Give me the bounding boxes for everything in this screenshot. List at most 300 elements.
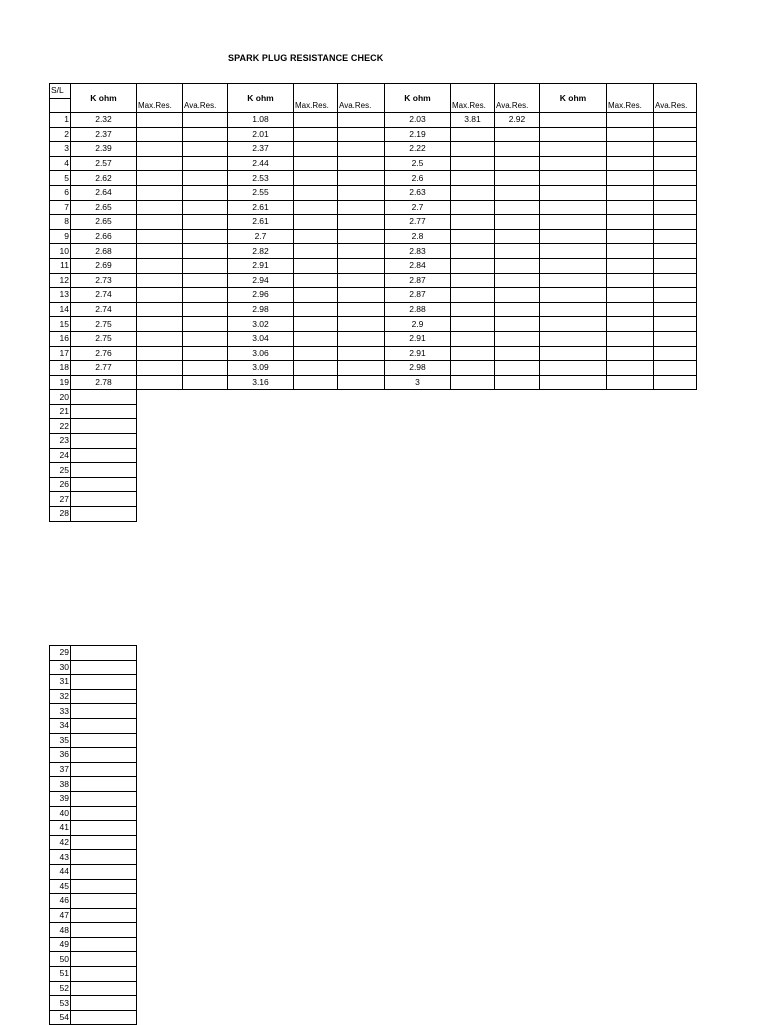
max-res-value (294, 346, 338, 361)
max-res-value (607, 215, 654, 230)
table-row (50, 762, 137, 777)
table-row (50, 894, 137, 909)
row-number: 6 (50, 185, 71, 200)
row-number: 41 (50, 821, 71, 836)
blank-cell (294, 477, 338, 492)
blank-cell (654, 419, 697, 434)
row-number: 23 (50, 434, 71, 449)
blank-cell (451, 477, 495, 492)
ava-res-value (183, 375, 228, 390)
row-number: 50 (50, 952, 71, 967)
ava-res-value (495, 215, 540, 230)
table-row (50, 821, 137, 836)
max-res-value (137, 171, 183, 186)
max-res-value (607, 229, 654, 244)
kohm-value (71, 777, 137, 792)
kohm-value: 2.68 (71, 244, 137, 259)
kohm-value: 2.55 (228, 185, 294, 200)
ava-res-value (338, 142, 385, 157)
row-number: 3 (50, 142, 71, 157)
blank-cell (451, 434, 495, 449)
blank-cell (607, 477, 654, 492)
kohm-value: 2.91 (228, 258, 294, 273)
kohm-value (71, 835, 137, 850)
ava-res-value (495, 142, 540, 157)
kohm-value (71, 492, 137, 507)
kohm-value: 2.98 (385, 361, 451, 376)
blank-cell (228, 434, 294, 449)
blank-cell (294, 434, 338, 449)
ava-res-value (183, 215, 228, 230)
kohm-value (71, 894, 137, 909)
blank-cell (228, 507, 294, 522)
blank-cell (294, 492, 338, 507)
table-row (50, 434, 697, 449)
blank-cell (294, 390, 338, 405)
kohm-value (71, 507, 137, 522)
blank-cell (137, 463, 183, 478)
kohm-value (540, 273, 607, 288)
max-res-value (294, 142, 338, 157)
kohm-value: 2.69 (71, 258, 137, 273)
max-res-value (137, 127, 183, 142)
kohm-value (71, 675, 137, 690)
blank-cell (540, 404, 607, 419)
max-res-value (607, 200, 654, 215)
row-number: 18 (50, 361, 71, 376)
blank-cell (495, 477, 540, 492)
kohm-value (71, 748, 137, 763)
kohm-value: 2.37 (71, 127, 137, 142)
blank-cell (137, 477, 183, 492)
blank-cell (338, 390, 385, 405)
blank-cell (451, 507, 495, 522)
max-res-value (451, 346, 495, 361)
kohm-header: K ohm (540, 84, 607, 113)
ava-res-value (654, 361, 697, 376)
table-row (50, 646, 137, 661)
max-res-value (451, 156, 495, 171)
blank-cell (183, 463, 228, 478)
table-row (50, 835, 137, 850)
blank-cell (338, 492, 385, 507)
max-res-value (451, 142, 495, 157)
blank-cell (540, 390, 607, 405)
ava-res-header: Ava.Res. (338, 84, 385, 113)
table-row (50, 937, 137, 952)
blank-cell (137, 507, 183, 522)
ava-res-header: Ava.Res. (183, 84, 228, 113)
kohm-value (71, 477, 137, 492)
extra-rows-table (49, 645, 137, 1025)
ava-res-value: 2.92 (495, 113, 540, 128)
table-row (50, 127, 697, 142)
table-row (50, 879, 137, 894)
row-number: 20 (50, 390, 71, 405)
max-res-value (607, 244, 654, 259)
row-number: 53 (50, 996, 71, 1011)
max-res-value: 3.81 (451, 113, 495, 128)
max-res-value (137, 215, 183, 230)
table-row (50, 171, 697, 186)
row-number: 27 (50, 492, 71, 507)
blank-cell (607, 390, 654, 405)
kohm-value: 1.08 (228, 113, 294, 128)
kohm-value: 2.77 (71, 361, 137, 376)
sl-header-blank (50, 99, 71, 113)
kohm-value (540, 244, 607, 259)
max-res-value (451, 273, 495, 288)
table-row (50, 477, 697, 492)
max-res-value (137, 346, 183, 361)
blank-cell (385, 434, 451, 449)
row-number: 39 (50, 791, 71, 806)
table-row (50, 850, 137, 865)
row-number: 26 (50, 477, 71, 492)
ava-res-value (183, 361, 228, 376)
table-row (50, 777, 137, 792)
blank-cell (228, 463, 294, 478)
max-res-value (137, 361, 183, 376)
ava-res-header: Ava.Res. (654, 84, 697, 113)
ava-res-value (495, 258, 540, 273)
blank-cell (495, 463, 540, 478)
ava-res-value (654, 171, 697, 186)
ava-res-value (338, 200, 385, 215)
ava-res-value (338, 346, 385, 361)
ava-res-value (338, 375, 385, 390)
kohm-value (71, 689, 137, 704)
blank-cell (654, 404, 697, 419)
row-number: 12 (50, 273, 71, 288)
ava-res-value (495, 273, 540, 288)
kohm-value (540, 302, 607, 317)
table-row (50, 156, 697, 171)
ava-res-value (495, 156, 540, 171)
blank-cell (183, 477, 228, 492)
blank-cell (540, 419, 607, 434)
kohm-value: 2.32 (71, 113, 137, 128)
ava-res-value (495, 288, 540, 303)
max-res-value (294, 258, 338, 273)
row-number: 35 (50, 733, 71, 748)
table-row (50, 675, 137, 690)
kohm-value: 2.78 (71, 375, 137, 390)
kohm-value: 2.7 (385, 200, 451, 215)
max-res-header: Max.Res. (137, 84, 183, 113)
kohm-value (540, 288, 607, 303)
table-row (50, 390, 697, 405)
kohm-value (71, 463, 137, 478)
ava-res-value (338, 331, 385, 346)
ava-res-value (495, 185, 540, 200)
kohm-value (71, 434, 137, 449)
max-res-value (137, 185, 183, 200)
table-row (50, 200, 697, 215)
blank-cell (228, 448, 294, 463)
blank-cell (183, 492, 228, 507)
kohm-value (540, 142, 607, 157)
ava-res-value (654, 215, 697, 230)
blank-cell (540, 507, 607, 522)
ava-res-value (338, 288, 385, 303)
row-number: 44 (50, 864, 71, 879)
ava-res-value (183, 142, 228, 157)
row-number: 24 (50, 448, 71, 463)
kohm-value (540, 215, 607, 230)
blank-cell (183, 404, 228, 419)
ava-res-value (183, 258, 228, 273)
table-row (50, 952, 137, 967)
row-number: 32 (50, 689, 71, 704)
kohm-value (540, 346, 607, 361)
max-res-value (137, 156, 183, 171)
ava-res-value (183, 229, 228, 244)
blank-cell (183, 448, 228, 463)
max-res-value (294, 156, 338, 171)
max-res-value (294, 273, 338, 288)
table-row (50, 908, 137, 923)
kohm-value: 2.76 (71, 346, 137, 361)
table-row (50, 288, 697, 303)
blank-cell (137, 492, 183, 507)
table-row (50, 733, 137, 748)
blank-cell (495, 507, 540, 522)
table-row (50, 748, 137, 763)
max-res-value (294, 215, 338, 230)
blank-cell (451, 463, 495, 478)
table-row (50, 967, 137, 982)
max-res-value (137, 200, 183, 215)
table-row (50, 791, 137, 806)
blank-cell (654, 448, 697, 463)
max-res-value (451, 171, 495, 186)
kohm-header: K ohm (71, 84, 137, 113)
blank-cell (385, 390, 451, 405)
ava-res-value (338, 244, 385, 259)
blank-cell (607, 507, 654, 522)
kohm-value (71, 646, 137, 661)
row-number: 15 (50, 317, 71, 332)
kohm-value: 3.04 (228, 331, 294, 346)
max-res-value (294, 244, 338, 259)
sl-header: S/L (50, 84, 71, 99)
blank-cell (385, 492, 451, 507)
kohm-value: 2.91 (385, 346, 451, 361)
row-number: 14 (50, 302, 71, 317)
row-number: 38 (50, 777, 71, 792)
blank-cell (294, 404, 338, 419)
blank-cell (540, 477, 607, 492)
row-number: 30 (50, 660, 71, 675)
ava-res-value (338, 302, 385, 317)
kohm-value (71, 762, 137, 777)
kohm-header: K ohm (385, 84, 451, 113)
ava-res-value (338, 127, 385, 142)
kohm-value (540, 156, 607, 171)
table-row (50, 806, 137, 821)
table-row (50, 331, 697, 346)
blank-cell (183, 507, 228, 522)
max-res-value (137, 273, 183, 288)
table-row (50, 492, 697, 507)
ava-res-value (183, 346, 228, 361)
row-number: 21 (50, 404, 71, 419)
blank-cell (385, 448, 451, 463)
blank-cell (495, 434, 540, 449)
kohm-value: 2.74 (71, 302, 137, 317)
ava-res-value (654, 113, 697, 128)
ava-res-value (183, 171, 228, 186)
row-number: 52 (50, 981, 71, 996)
blank-cell (607, 434, 654, 449)
ava-res-value (495, 127, 540, 142)
kohm-value: 2.83 (385, 244, 451, 259)
row-number: 54 (50, 1010, 71, 1025)
row-number: 34 (50, 718, 71, 733)
blank-cell (338, 434, 385, 449)
blank-cell (294, 448, 338, 463)
kohm-value (71, 419, 137, 434)
table-row (50, 142, 697, 157)
max-res-value (137, 302, 183, 317)
blank-cell (228, 404, 294, 419)
blank-cell (183, 390, 228, 405)
kohm-value: 2.65 (71, 200, 137, 215)
blank-cell (137, 434, 183, 449)
header-row (50, 84, 697, 99)
row-number: 28 (50, 507, 71, 522)
kohm-value (71, 937, 137, 952)
blank-cell (654, 507, 697, 522)
kohm-value (540, 331, 607, 346)
kohm-value: 3.09 (228, 361, 294, 376)
max-res-value (294, 317, 338, 332)
kohm-value (540, 200, 607, 215)
ava-res-value (654, 229, 697, 244)
blank-cell (228, 492, 294, 507)
table-row (50, 258, 697, 273)
blank-cell (451, 404, 495, 419)
row-number: 9 (50, 229, 71, 244)
kohm-value: 2.44 (228, 156, 294, 171)
table-row (50, 302, 697, 317)
kohm-value: 2.64 (71, 185, 137, 200)
row-number: 42 (50, 835, 71, 850)
kohm-value (71, 404, 137, 419)
ava-res-value (338, 273, 385, 288)
ava-res-value (338, 215, 385, 230)
max-res-value (607, 375, 654, 390)
row-number: 37 (50, 762, 71, 777)
row-number: 31 (50, 675, 71, 690)
blank-cell (451, 448, 495, 463)
kohm-value (71, 821, 137, 836)
max-res-value (607, 273, 654, 288)
blank-cell (183, 419, 228, 434)
row-number: 33 (50, 704, 71, 719)
ava-res-value (338, 171, 385, 186)
kohm-value (540, 171, 607, 186)
kohm-value (540, 375, 607, 390)
blank-cell (540, 448, 607, 463)
ava-res-value (183, 113, 228, 128)
kohm-value (71, 390, 137, 405)
row-number: 10 (50, 244, 71, 259)
kohm-value: 3.02 (228, 317, 294, 332)
ava-res-value (654, 185, 697, 200)
kohm-value (71, 704, 137, 719)
row-number: 36 (50, 748, 71, 763)
ava-res-value (183, 317, 228, 332)
kohm-value: 2.62 (71, 171, 137, 186)
sheet-title: SPARK PLUG RESISTANCE CHECK (228, 53, 384, 63)
table-row (50, 996, 137, 1011)
kohm-value: 2.98 (228, 302, 294, 317)
max-res-value (294, 127, 338, 142)
blank-cell (607, 419, 654, 434)
row-number: 47 (50, 908, 71, 923)
max-res-value (137, 288, 183, 303)
max-res-value (294, 375, 338, 390)
kohm-value: 2.77 (385, 215, 451, 230)
ava-res-value (654, 156, 697, 171)
blank-cell (451, 390, 495, 405)
kohm-value (540, 361, 607, 376)
kohm-value: 2.91 (385, 331, 451, 346)
ava-res-value (654, 244, 697, 259)
blank-cell (654, 390, 697, 405)
blank-cell (654, 434, 697, 449)
kohm-value (540, 229, 607, 244)
kohm-value: 2.61 (228, 215, 294, 230)
blank-cell (607, 492, 654, 507)
kohm-value: 2.87 (385, 288, 451, 303)
kohm-value: 2.61 (228, 200, 294, 215)
ava-res-value (495, 331, 540, 346)
blank-cell (294, 419, 338, 434)
table-row (50, 463, 697, 478)
ava-res-value (654, 142, 697, 157)
blank-cell (654, 492, 697, 507)
ava-res-value (183, 156, 228, 171)
max-res-value (294, 288, 338, 303)
ava-res-value (654, 273, 697, 288)
row-number: 2 (50, 127, 71, 142)
max-res-value (607, 288, 654, 303)
blank-cell (385, 507, 451, 522)
kohm-value: 2.66 (71, 229, 137, 244)
kohm-value (71, 806, 137, 821)
ava-res-value (338, 258, 385, 273)
ava-res-value (654, 127, 697, 142)
kohm-value (540, 258, 607, 273)
blank-cell (495, 448, 540, 463)
row-number: 8 (50, 215, 71, 230)
ava-res-value (183, 185, 228, 200)
row-number: 45 (50, 879, 71, 894)
row-number: 5 (50, 171, 71, 186)
max-res-value (607, 113, 654, 128)
max-res-value (137, 331, 183, 346)
kohm-value (71, 996, 137, 1011)
blank-cell (495, 404, 540, 419)
max-res-value (451, 200, 495, 215)
table-row (50, 923, 137, 938)
table-row (50, 689, 137, 704)
max-res-value (451, 361, 495, 376)
ava-res-value (654, 346, 697, 361)
